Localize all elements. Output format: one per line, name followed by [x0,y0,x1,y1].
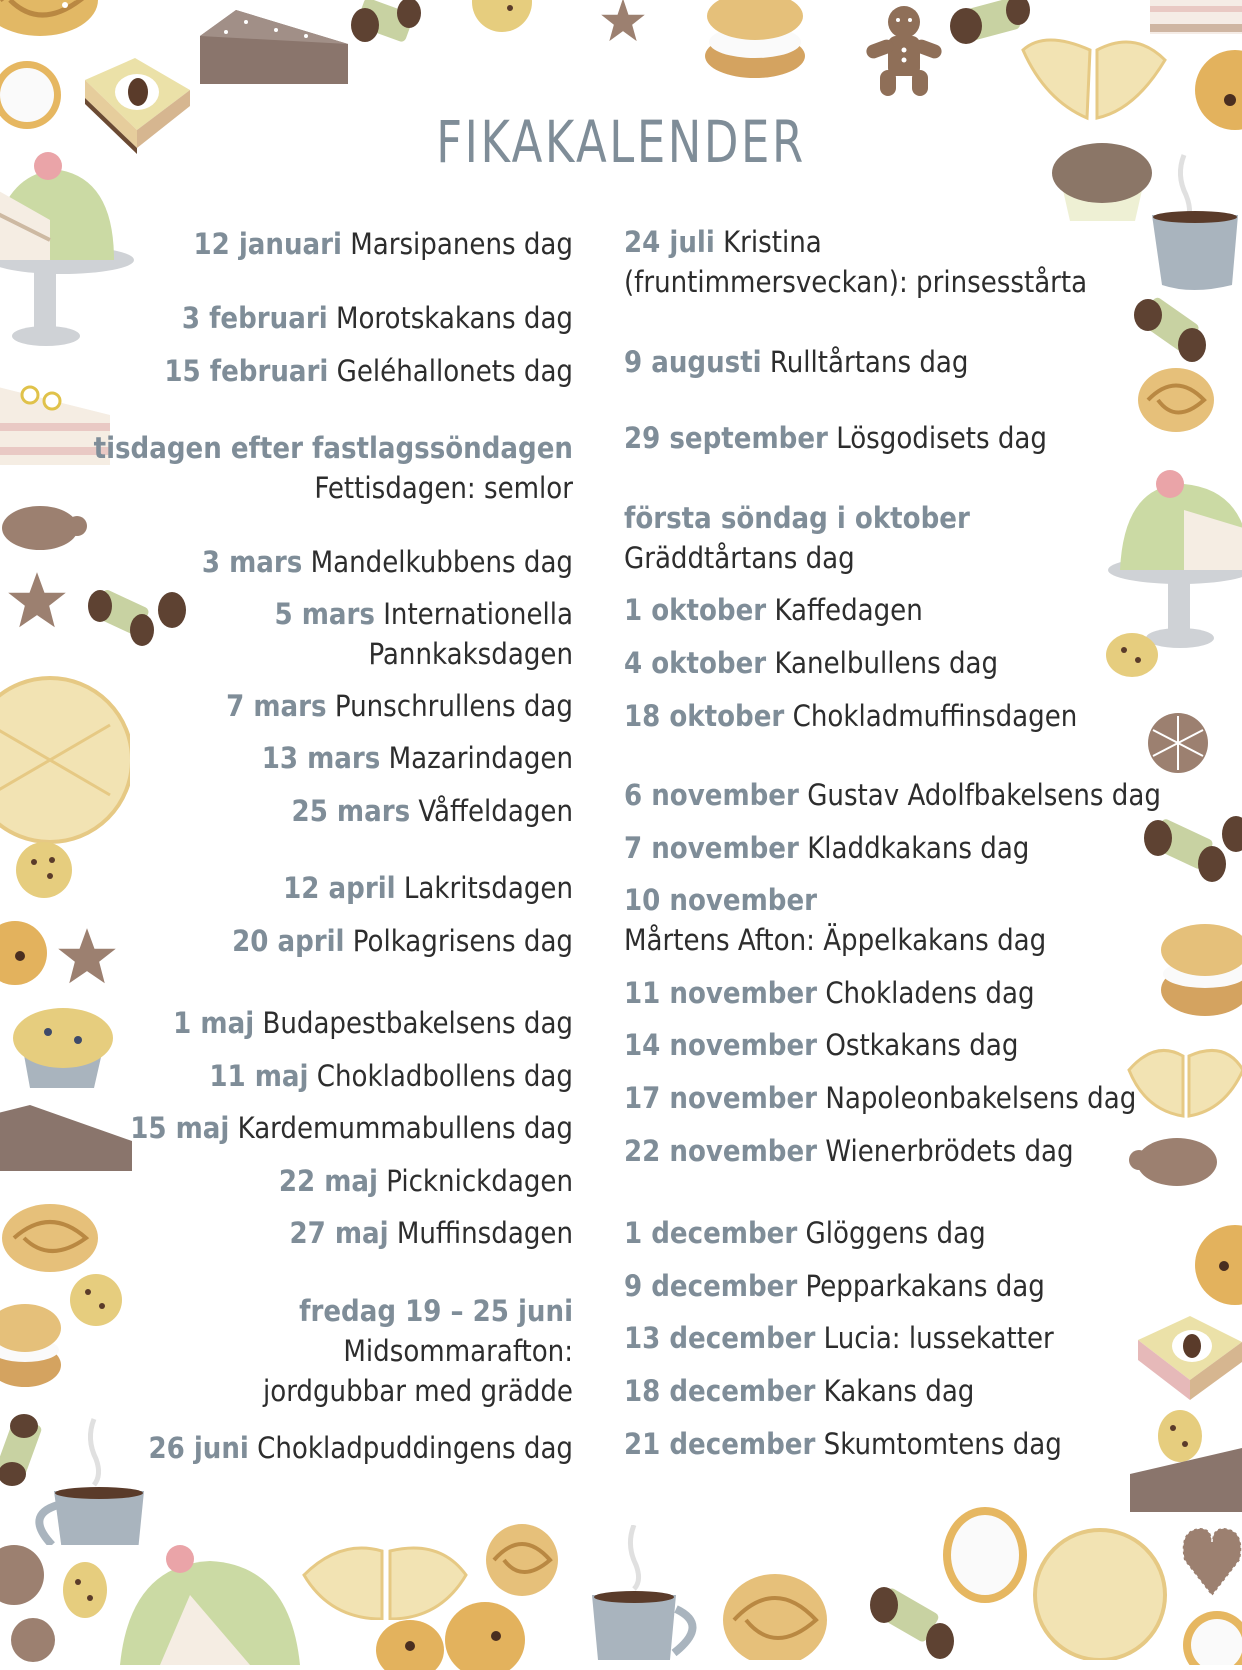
entry-text-line2: jordgubbar med grädde [262,1374,573,1408]
entry-text: Kaffedagen [774,593,923,627]
star-cookie-icon [2,566,72,636]
star-cookie-icon [595,0,651,48]
calendar-entry [193,224,573,264]
entry-date: 29 september [624,421,828,455]
entry-text: Punschrullens dag [334,689,573,723]
page-title: FIKAKALENDER [436,108,806,176]
calendar-entry [275,594,574,674]
kladdkaka-slice-icon [0,1105,140,1175]
saffron-bun-icon [1190,45,1242,135]
semla-icon [700,0,810,80]
calendar-entry [624,880,1046,960]
calendar-entry [624,1266,1045,1306]
calendar-entry [289,1213,573,1253]
entry-date: 4 oktober [624,646,767,680]
punsch-roll-icon [1138,810,1242,890]
entry-date: 3 februari [181,301,328,335]
entry-text: Mårtens Afton: Äppelkakans dag [624,923,1047,957]
cookie-icon [60,1560,110,1620]
entry-text: Geléhallonets dag [336,354,573,388]
calendar-entry [624,643,998,683]
entry-text: Kristina [723,225,822,259]
entry-text: Lakritsdagen [403,871,573,905]
kladdkaka-slice-icon [1130,1448,1242,1518]
cookie-icon [68,1272,124,1328]
entry-text: Gustav Adolfbakelsens dag [807,778,1161,812]
entry-date: första söndag i oktober [624,501,970,535]
entry-date: 6 november [624,778,799,812]
calendar-entry [182,298,573,338]
calendar-entry [624,1424,1062,1464]
entry-date: 3 mars [201,545,303,579]
entry-date: fredag 19 – 25 juni [299,1294,573,1328]
calendar-entry [624,775,1161,815]
entry-date: 7 november [624,831,799,865]
calendar-entry [624,590,923,630]
entry-text: Fettisdagen: semlor [314,471,573,505]
calendar-entry [164,351,573,391]
pig-cookie-icon [1125,1132,1225,1192]
entry-text: Rulltårtans dag [769,345,969,379]
waffle-icon [1030,1520,1170,1660]
heart-cookie-icon [1180,1520,1242,1600]
calendar-entry [624,1371,974,1411]
cookie-icon [14,840,74,900]
cinnamon-bun-icon [482,1522,562,1597]
entry-text: Skumtomtens dag [823,1427,1062,1461]
cake-slice-icon [1150,0,1242,40]
kladdkaka-slice-icon [196,6,356,86]
entry-date: 15 februari [164,354,329,388]
calendar-entry [624,418,1047,458]
calendar-entry [209,1056,573,1096]
snowflake-cookie-icon [0,1535,54,1615]
waffle-icon [1125,1040,1242,1120]
calendar-entry [624,1078,1136,1118]
calendar-entry [148,1428,573,1468]
calendar-entry [283,868,573,908]
entry-text: Lucia: lussekatter [823,1321,1054,1355]
entry-text: Chokladbollens dag [316,1059,573,1093]
coffee-cup-icon [590,1525,710,1660]
entry-date: 22 november [624,1134,818,1168]
entry-date: 25 mars [291,794,411,828]
punsch-roll-icon [1130,295,1210,365]
calendar-entry [226,686,573,726]
entry-text: Budapestbakelsens dag [262,1006,573,1040]
entry-text: Chokladmuffinsdagen [792,699,1078,733]
entry-date: 13 december [624,1321,816,1355]
entry-date: 11 november [624,976,818,1010]
cinnamon-bun-icon [0,1200,100,1275]
cinnamon-bun-icon [1136,365,1216,435]
calendar-entry [624,1318,1054,1358]
calendar-entry [202,542,573,582]
entry-text: Mandelkubbens dag [310,545,573,579]
star-cookie-icon [52,922,122,992]
entry-text-line2: Pannkaksdagen [368,637,573,671]
calendar-entry [94,428,573,508]
entry-date: 18 december [624,1374,816,1408]
entry-text: Internationella [383,597,573,631]
entry-date: 21 december [624,1427,816,1461]
entry-text-line2: (fruntimmersveckan): prinsesstårta [624,265,1088,299]
entry-date: 26 juni [148,1431,249,1465]
calendar-entry [624,498,970,578]
waffle-icon [0,665,130,855]
tart-icon [940,1505,1030,1605]
entry-text: Pepparkakans dag [805,1269,1045,1303]
punsch-roll-icon [345,0,425,50]
calendar-entry [624,342,968,382]
gingerbread-man-icon [8,1615,58,1665]
coffee-cup-icon [24,1415,154,1545]
snowflake-cookie-icon [1143,708,1213,778]
entry-date: 22 maj [278,1164,378,1198]
tart-icon [0,58,65,133]
entry-text: Midsommarafton: [343,1334,573,1368]
cookie-icon [470,0,534,36]
entry-text: Chokladens dag [825,976,1035,1010]
muffin-icon [8,1000,118,1090]
entry-date: 5 mars [274,597,375,631]
entry-date: 14 november [624,1028,818,1062]
entry-date: 11 maj [209,1059,309,1093]
entry-text: Kakans dag [823,1374,975,1408]
entry-date: 20 april [232,924,345,958]
calendar-entry [173,1003,573,1043]
entry-date: 9 december [624,1269,798,1303]
entry-text: Kladdkakans dag [807,831,1030,865]
calendar-entry [262,738,573,778]
entry-text: Muffinsdagen [396,1216,573,1250]
entry-text: Kanelbullens dag [774,646,999,680]
calendar-entry [279,1161,573,1201]
entry-date: 15 maj [130,1111,230,1145]
cinnamon-bun-icon [720,1570,830,1660]
entry-date: 17 november [624,1081,818,1115]
entry-date: 12 april [283,871,396,905]
entry-date: 12 januari [193,227,342,261]
entry-date: 1 december [624,1216,798,1250]
gustav-adolf-pastry-icon [1130,1300,1242,1410]
calendar-entry [232,921,573,961]
entry-text: Gräddtårtans dag [624,541,855,575]
calendar-entry [130,1108,573,1148]
princess-cake-icon [0,150,140,360]
calendar-entry [624,1213,986,1253]
entry-text: Wienerbrödets dag [825,1134,1074,1168]
entry-text: Ostkakans dag [825,1028,1019,1062]
semla-icon [1160,920,1242,1020]
entry-text: Marsipanens dag [350,227,573,261]
entry-text: Morotskakans dag [335,301,573,335]
entry-text: Napoleonbakelsens dag [825,1081,1137,1115]
calendar-entry [624,1131,1074,1171]
entry-date: 1 oktober [624,593,767,627]
semla-icon [0,1300,65,1390]
tart-icon [1182,1605,1242,1665]
entry-date: 13 mars [261,741,381,775]
entry-date: 24 juli [624,225,715,259]
entry-text: Picknickdagen [386,1164,573,1198]
cookie-icon [1104,630,1160,680]
entry-text: Mazarindagen [388,741,573,775]
entry-date: tisdagen efter fastlagssöndagen [93,431,573,465]
calendar-entry [624,222,1087,302]
calendar-entry [624,696,1077,736]
gingerbread-man-icon [864,2,944,97]
entry-date: 18 oktober [624,699,785,733]
pig-cookie-icon [0,500,90,555]
entry-text: Glöggens dag [805,1216,986,1250]
entry-date: 10 november [624,883,818,917]
princess-cake-icon [110,1545,310,1665]
calendar-entry [292,791,573,831]
saffron-bun-icon [0,918,50,988]
entry-text: Lösgodisets dag [836,421,1047,455]
entry-text: Polkagrisens dag [352,924,573,958]
saffron-bun-icon [1190,1220,1242,1310]
entry-date: 9 augusti [624,345,762,379]
calendar-entry [624,1025,1018,1065]
entry-text: Våffeldagen [418,794,573,828]
calendar-entry [624,973,1035,1013]
punsch-roll-icon [82,580,197,655]
entry-date: 27 maj [289,1216,389,1250]
entry-date: 7 mars [226,689,327,723]
calendar-entry [624,828,1029,868]
coffee-cup-icon [1148,145,1242,295]
entry-text: Kardemummabullens dag [237,1111,573,1145]
entry-date: 1 maj [173,1006,255,1040]
calendar-entry [263,1291,573,1411]
entry-text: Chokladpuddingens dag [257,1431,573,1465]
